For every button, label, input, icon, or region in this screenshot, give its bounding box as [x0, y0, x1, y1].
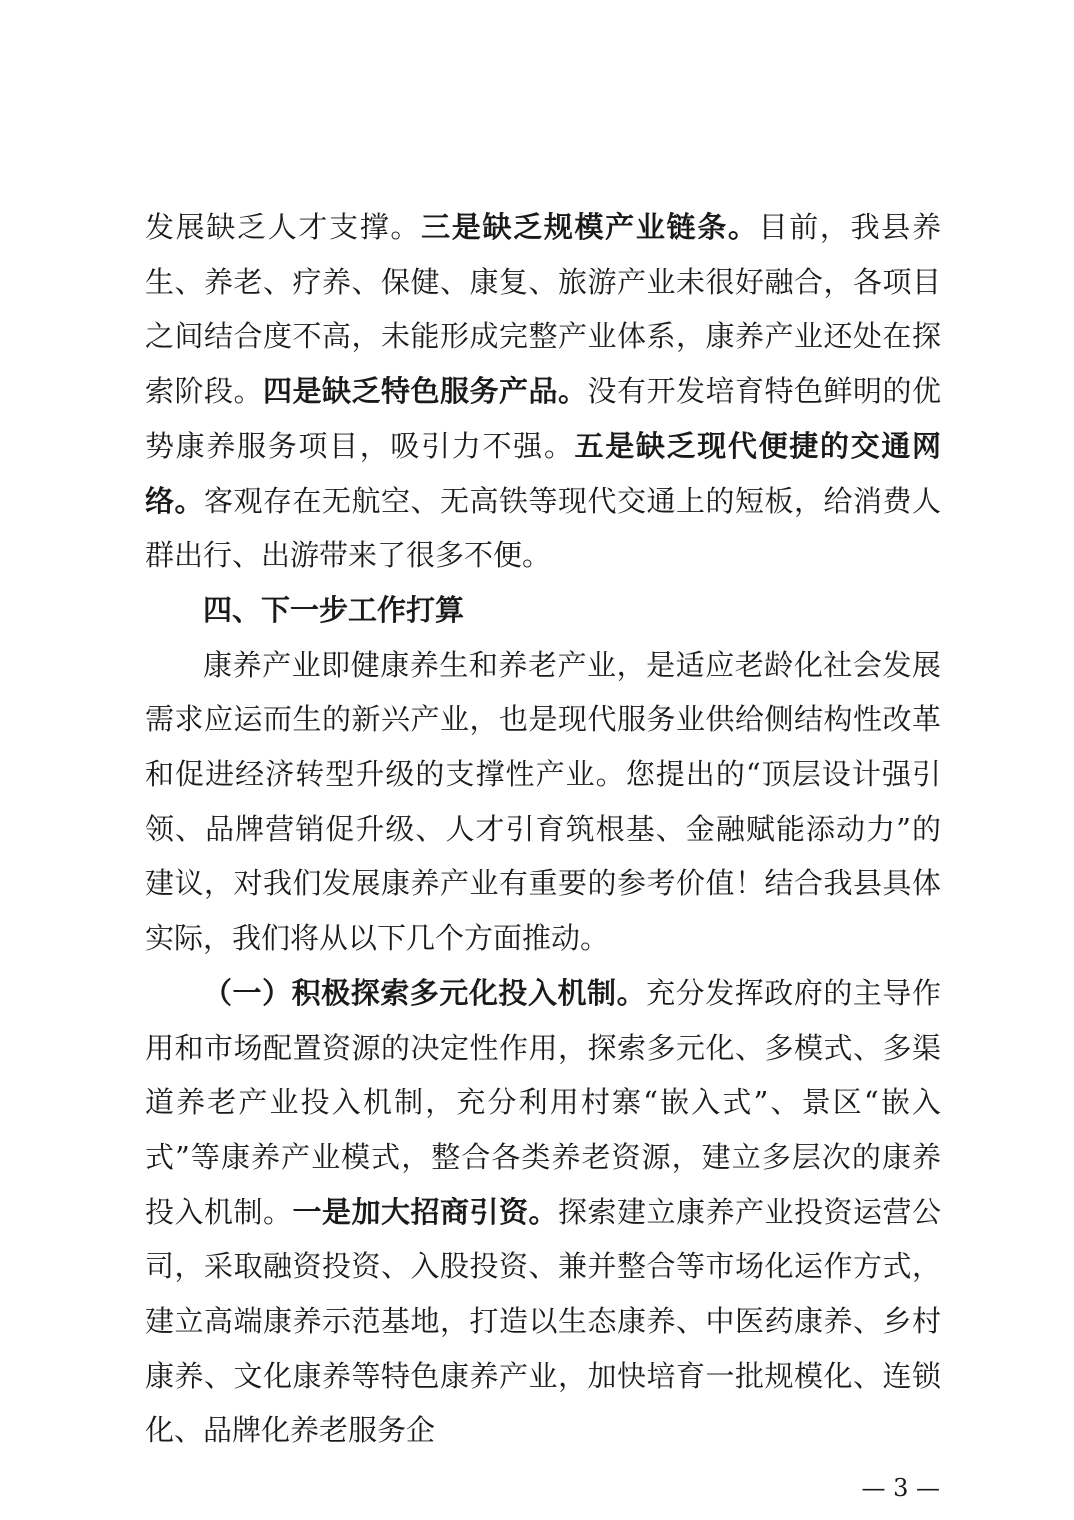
text-run: 发展缺乏人才支撑。 [145, 210, 422, 244]
text-run: 没有开发培育特色鲜明的优势康养服务项目，吸引力不强。 [145, 374, 941, 463]
subsection-heading: （一）积极探索多元化投入机制。 [203, 975, 647, 1010]
text-run: 探索建立康养产业投资运营公司，采取融资投资、入股投资、兼并整合等市场化运作方式，建立高端康养示范基地，打造以生态康养、中医药康养、乡村康养、文化康养等特色康养产业，加快培育一批规模化、连锁化、品牌化养老服务企 [145, 1194, 941, 1448]
point-five-heading: 五是缺乏现代便捷的交通网络。 [145, 428, 941, 518]
point-four-heading: 四是缺乏特色服务产品。 [263, 374, 588, 409]
paragraph-investment [145, 966, 941, 1458]
paragraph-intro: 康养产业即健康养生和养老产业，是适应老龄化社会发展需求应运而生的新兴产业，也是现代服务业供给侧结构性改革和促进经济转型升级的支撑性产业。您提出的“顶层设计强引领、品牌营销促升级、人才引育筑根基、金融赋能添动力”的建议，对我们发展康养产业有重要的参考价值！结合我县具体实际，我们将从以下几个方面推动。 [145, 647, 941, 956]
text-run: 充分发挥政府的主导作用和市场配置资源的决定性作用，探索多元化、多模式、多渠道养老产业投入机制，充分利用村寨“嵌入式”、景区“嵌入式”等康养产业模式，整合各类养老资源，建立多层次的康养投入机制。 [145, 975, 941, 1229]
document-body [145, 200, 941, 1458]
text-run: 目前，我县养生、养老、疗养、保健、康复、旅游产业未很好融合，各项目之间结合度不高，未能形成完整产业体系，康养产业还处在探索阶段。 [145, 210, 941, 409]
point-one-heading: 一是加大招商引资。 [292, 1194, 558, 1229]
text-run: 客观存在无航空、无高铁等现代交通上的短板，给消费人群出行、出游带来了很多不便。 [145, 483, 941, 573]
point-three-heading: 三是缺乏规模产业链条。 [421, 210, 759, 244]
page-number: — 3 — [861, 1474, 940, 1502]
paragraph-challenges [145, 200, 941, 583]
section-heading: 四、下一步工作打算 [203, 592, 465, 627]
